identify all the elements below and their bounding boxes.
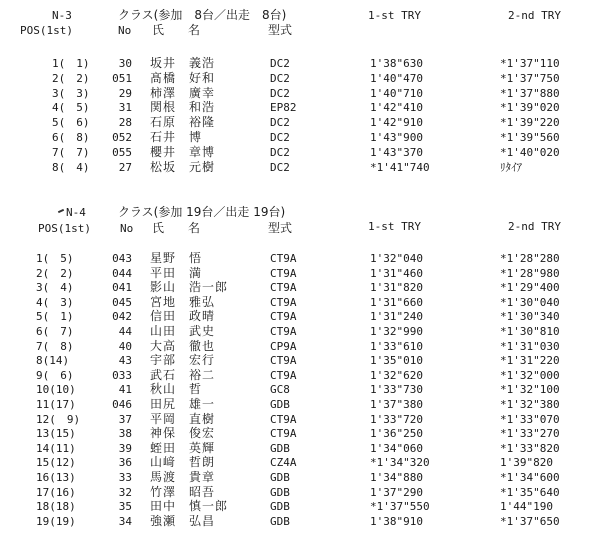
car-type-cell: GDB [270, 398, 290, 411]
first-try-time-cell: 1'33"720 [370, 412, 423, 426]
car-number-cell: 052 [112, 131, 132, 144]
car-number-cell: 34 [118, 514, 132, 528]
result-row [0, 160, 600, 175]
car-number-cell: 043 [112, 252, 132, 265]
car-type-cell: DC2 [270, 145, 290, 159]
car-type-cell: CP9A [270, 339, 297, 353]
type-header: 型式 [268, 221, 293, 235]
car-type-cell: EP82 [270, 101, 297, 115]
car-type-cell: DC2 [270, 71, 290, 85]
car-type-cell: CT9A [270, 368, 297, 382]
first-try-time-cell: *1'37"550 [370, 500, 430, 514]
first-try-time-cell: 1'38"910 [370, 514, 423, 528]
second-try-time-cell: *1'37"880 [500, 86, 560, 100]
position-cell: 4( 3) [36, 295, 74, 309]
no-header: No [118, 24, 132, 37]
result-row [0, 115, 600, 130]
car-type-cell: DC2 [270, 131, 290, 144]
driver-name-cell: 神保 俊宏 [150, 426, 216, 441]
car-number-cell: 041 [112, 281, 132, 295]
driver-name-cell: 髙橋 好和 [150, 70, 216, 85]
car-number-cell: 046 [112, 398, 132, 411]
second-try-time-cell: *1'37"750 [500, 71, 560, 85]
pos-header: POS(1st) [20, 24, 73, 37]
position-cell: 17(16) [36, 485, 76, 499]
result-row [0, 130, 600, 145]
car-number-cell: 35 [118, 500, 132, 514]
second-try-header: 2-nd TRY [508, 220, 561, 233]
first-try-header: 1-st TRY [368, 9, 421, 22]
driver-name-cell: 石井 博 [150, 130, 203, 144]
car-number-cell: 044 [112, 266, 132, 280]
car-type-cell: CT9A [270, 252, 297, 265]
result-row [0, 339, 600, 354]
second-try-time-cell: *1'34"600 [500, 471, 560, 484]
position-cell: 12( 9) [36, 412, 81, 426]
class-header [0, 8, 600, 23]
car-type-cell: CT9A [270, 427, 297, 441]
pos-header: POS(1st) [38, 222, 91, 235]
first-try-time-cell: 1'38"630 [370, 57, 423, 70]
car-type-cell: CT9A [270, 310, 297, 324]
first-try-time-cell: 1'36"250 [370, 427, 423, 441]
position-cell: 7( 7) [52, 145, 90, 159]
driver-name-cell: 平田 満 [150, 265, 203, 280]
driver-name-cell: 関根 和浩 [150, 100, 216, 115]
type-header: 型式 [268, 23, 293, 37]
driver-name-cell: 星野 悟 [150, 251, 203, 265]
second-try-time-cell: *1'39"020 [500, 101, 560, 115]
driver-name-cell: 山田 武史 [150, 324, 216, 338]
first-try-time-cell: 1'37"290 [370, 485, 423, 499]
result-row [0, 412, 600, 427]
car-number-cell: 36 [118, 456, 132, 470]
second-try-time-cell: *1'33"820 [500, 441, 560, 455]
second-try-time-cell: *1'35"640 [500, 485, 560, 499]
result-row [0, 485, 600, 500]
car-number-cell: 32 [118, 485, 132, 499]
first-try-time-cell: 1'32"620 [370, 368, 423, 382]
car-number-cell: 38 [118, 427, 132, 441]
first-try-time-cell: 1'35"010 [370, 354, 423, 368]
position-cell: 8(14) [36, 354, 70, 368]
position-cell: 2( 2) [52, 71, 90, 85]
first-try-time-cell: 1'42"410 [370, 101, 423, 115]
car-type-cell: DC2 [270, 86, 290, 100]
result-row [0, 397, 600, 412]
second-try-time-cell: *1'32"000 [500, 368, 560, 382]
result-row [0, 353, 600, 368]
second-try-time-cell: *1'33"070 [500, 412, 560, 426]
position-cell: 16(13) [36, 471, 76, 484]
second-try-time-cell: *1'33"270 [500, 427, 560, 441]
car-type-cell: CT9A [270, 325, 297, 338]
car-type-cell: CZ4A [270, 456, 297, 470]
second-try-time-cell: *1'30"810 [500, 325, 560, 338]
second-try-time-cell: *1'30"040 [500, 295, 560, 309]
driver-name-cell: 強瀬 弘昌 [150, 513, 216, 528]
first-try-time-cell: 1'40"470 [370, 71, 423, 85]
driver-name-cell: 坂井 義浩 [150, 56, 216, 70]
class-code: N-3 [52, 9, 72, 22]
car-type-cell: CT9A [270, 354, 297, 368]
driver-name-cell: 信田 政晴 [150, 309, 216, 324]
result-row [0, 266, 600, 281]
driver-name-cell: 山﨑 哲朗 [150, 455, 216, 470]
driver-name-cell: 櫻井 章博 [150, 144, 216, 159]
second-try-time-cell: *1'40"020 [500, 145, 560, 159]
driver-name-cell: 宇部 宏行 [150, 353, 216, 368]
first-try-time-cell: 1'43"370 [370, 145, 423, 159]
result-row [0, 441, 600, 456]
second-try-time-cell: *1'32"380 [500, 398, 560, 411]
second-try-time-cell: *1'37"110 [500, 57, 560, 70]
car-number-cell: 43 [118, 354, 132, 368]
first-try-time-cell: 1'33"730 [370, 383, 423, 397]
position-cell: 9( 6) [36, 368, 74, 382]
car-number-cell: 29 [118, 86, 132, 100]
class-title: クラス(参加 8台／出走 8台) [118, 8, 287, 22]
car-type-cell: GDB [270, 500, 290, 514]
car-number-cell: 055 [112, 145, 132, 159]
car-number-cell: 042 [112, 310, 132, 324]
result-row [0, 71, 600, 86]
car-type-cell: GDB [270, 441, 290, 455]
position-cell: 6( 7) [36, 325, 74, 338]
first-try-time-cell: 1'31"820 [370, 281, 423, 295]
result-row [0, 280, 600, 295]
first-try-time-cell: 1'31"660 [370, 295, 423, 309]
result-row [0, 295, 600, 310]
driver-name-cell: 柿澤 廣幸 [150, 85, 216, 100]
car-type-cell: CT9A [270, 412, 297, 426]
column-header-row [0, 221, 600, 236]
driver-name-cell: 竹澤 昭吾 [150, 484, 216, 499]
driver-name-cell: 馬渡 貴章 [150, 470, 216, 484]
class-code: N-4 [66, 206, 86, 219]
car-type-cell: DC2 [270, 160, 290, 174]
position-cell: 3( 4) [36, 281, 74, 295]
position-cell: 7( 8) [36, 339, 74, 353]
position-cell: 5( 1) [36, 310, 74, 324]
first-try-time-cell: 1'42"910 [370, 116, 423, 130]
position-cell: 11(17) [36, 398, 76, 411]
driver-name-cell: 田中 慎一郎 [150, 499, 229, 514]
car-type-cell: CT9A [270, 266, 297, 280]
second-try-time-cell: 1'39"820 [500, 456, 553, 470]
first-try-time-cell: 1'33"610 [370, 339, 423, 353]
result-row [0, 145, 600, 160]
car-number-cell: 31 [118, 101, 132, 115]
name-header: 氏 名 [152, 23, 201, 37]
result-row [0, 470, 600, 485]
second-try-time-cell: *1'31"030 [500, 339, 560, 353]
second-try-time-cell: *1'28"980 [500, 266, 560, 280]
car-number-cell: 051 [112, 71, 132, 85]
first-try-time-cell: 1'40"710 [370, 86, 423, 100]
first-try-time-cell: 1'34"060 [370, 441, 423, 455]
result-row [0, 455, 600, 470]
second-try-time-cell: *1'39"220 [500, 116, 560, 130]
car-number-cell: 41 [118, 383, 132, 397]
second-try-time-cell: 1'44"190 [500, 500, 553, 514]
result-row [0, 382, 600, 397]
driver-name-cell: 蛭田 英輝 [150, 440, 216, 455]
result-row [0, 100, 600, 115]
result-row [0, 251, 600, 266]
result-row [0, 324, 600, 339]
second-try-time-cell: *1'28"280 [500, 252, 560, 265]
result-row [0, 514, 600, 529]
car-type-cell: GC8 [270, 383, 290, 397]
car-type-cell: GDB [270, 471, 290, 484]
driver-name-cell: 武石 裕二 [150, 367, 216, 382]
car-number-cell: 27 [118, 160, 132, 174]
second-try-time-cell: ﾘﾀｲｱ [500, 160, 522, 174]
first-try-header: 1-st TRY [368, 220, 421, 233]
car-type-cell: GDB [270, 485, 290, 499]
car-number-cell: 40 [118, 339, 132, 353]
driver-name-cell: 影山 浩一郎 [150, 280, 229, 295]
position-cell: 10(10) [36, 383, 76, 397]
position-cell: 6( 8) [52, 131, 90, 144]
position-cell: 3( 3) [52, 86, 90, 100]
result-row [0, 56, 600, 71]
first-try-time-cell: 1'31"240 [370, 310, 423, 324]
driver-name-cell: 宮地 雅弘 [150, 294, 216, 309]
first-try-time-cell: 1'43"900 [370, 131, 423, 144]
driver-name-cell: 大高 徹也 [150, 338, 216, 353]
first-try-time-cell: 1'31"460 [370, 266, 423, 280]
result-row [0, 499, 600, 514]
second-try-header: 2-nd TRY [508, 9, 561, 22]
car-type-cell: CT9A [270, 281, 297, 295]
driver-name-cell: 松坂 元樹 [150, 159, 216, 174]
column-header-row [0, 23, 600, 38]
driver-name-cell: 石原 裕隆 [150, 115, 216, 130]
position-cell: 1( 5) [36, 252, 74, 265]
first-try-time-cell: 1'34"880 [370, 471, 423, 484]
position-cell: 19(19) [36, 514, 76, 528]
no-header: No [120, 222, 134, 235]
driver-name-cell: 平岡 直樹 [150, 411, 216, 426]
car-type-cell: DC2 [270, 116, 290, 130]
first-try-time-cell: *1'41"740 [370, 160, 430, 174]
second-try-time-cell: *1'37"650 [500, 514, 560, 528]
car-number-cell: 045 [112, 295, 132, 309]
position-cell: 5( 6) [52, 116, 90, 130]
position-cell: 18(18) [36, 500, 76, 514]
first-try-time-cell: 1'32"990 [370, 325, 423, 338]
position-cell: 15(12) [36, 456, 76, 470]
position-cell: 2( 2) [36, 266, 74, 280]
car-number-cell: 33 [118, 471, 132, 484]
car-type-cell: GDB [270, 514, 290, 528]
car-number-cell: 37 [118, 412, 132, 426]
car-number-cell: 28 [118, 116, 132, 130]
car-type-cell: DC2 [270, 57, 290, 70]
car-number-cell: 30 [118, 57, 132, 70]
car-number-cell: 44 [118, 325, 132, 338]
second-try-time-cell: *1'39"560 [500, 131, 560, 144]
result-row [0, 86, 600, 101]
first-try-time-cell: 1'32"040 [370, 252, 423, 265]
car-number-cell: 39 [118, 441, 132, 455]
car-type-cell: CT9A [270, 295, 297, 309]
position-cell: 1( 1) [52, 57, 90, 70]
result-row [0, 426, 600, 441]
driver-name-cell: 田尻 雄一 [150, 397, 216, 411]
second-try-time-cell: *1'32"100 [500, 383, 560, 397]
name-header: 氏 名 [152, 221, 201, 235]
position-cell: 14(11) [36, 441, 76, 455]
first-try-time-cell: 1'37"380 [370, 398, 423, 411]
driver-name-cell: 秋山 哲 [150, 382, 203, 397]
second-try-time-cell: *1'31"220 [500, 354, 560, 368]
position-cell: 8( 4) [52, 160, 90, 174]
car-number-cell: 033 [112, 368, 132, 382]
first-try-time-cell: *1'34"320 [370, 456, 430, 470]
result-row [0, 368, 600, 383]
position-cell: 4( 5) [52, 101, 90, 115]
position-cell: 13(15) [36, 427, 76, 441]
second-try-time-cell: *1'29"400 [500, 281, 560, 295]
class-title: クラス(参加 19台／出走 19台) [118, 205, 286, 219]
result-row [0, 309, 600, 324]
second-try-time-cell: *1'30"340 [500, 310, 560, 324]
